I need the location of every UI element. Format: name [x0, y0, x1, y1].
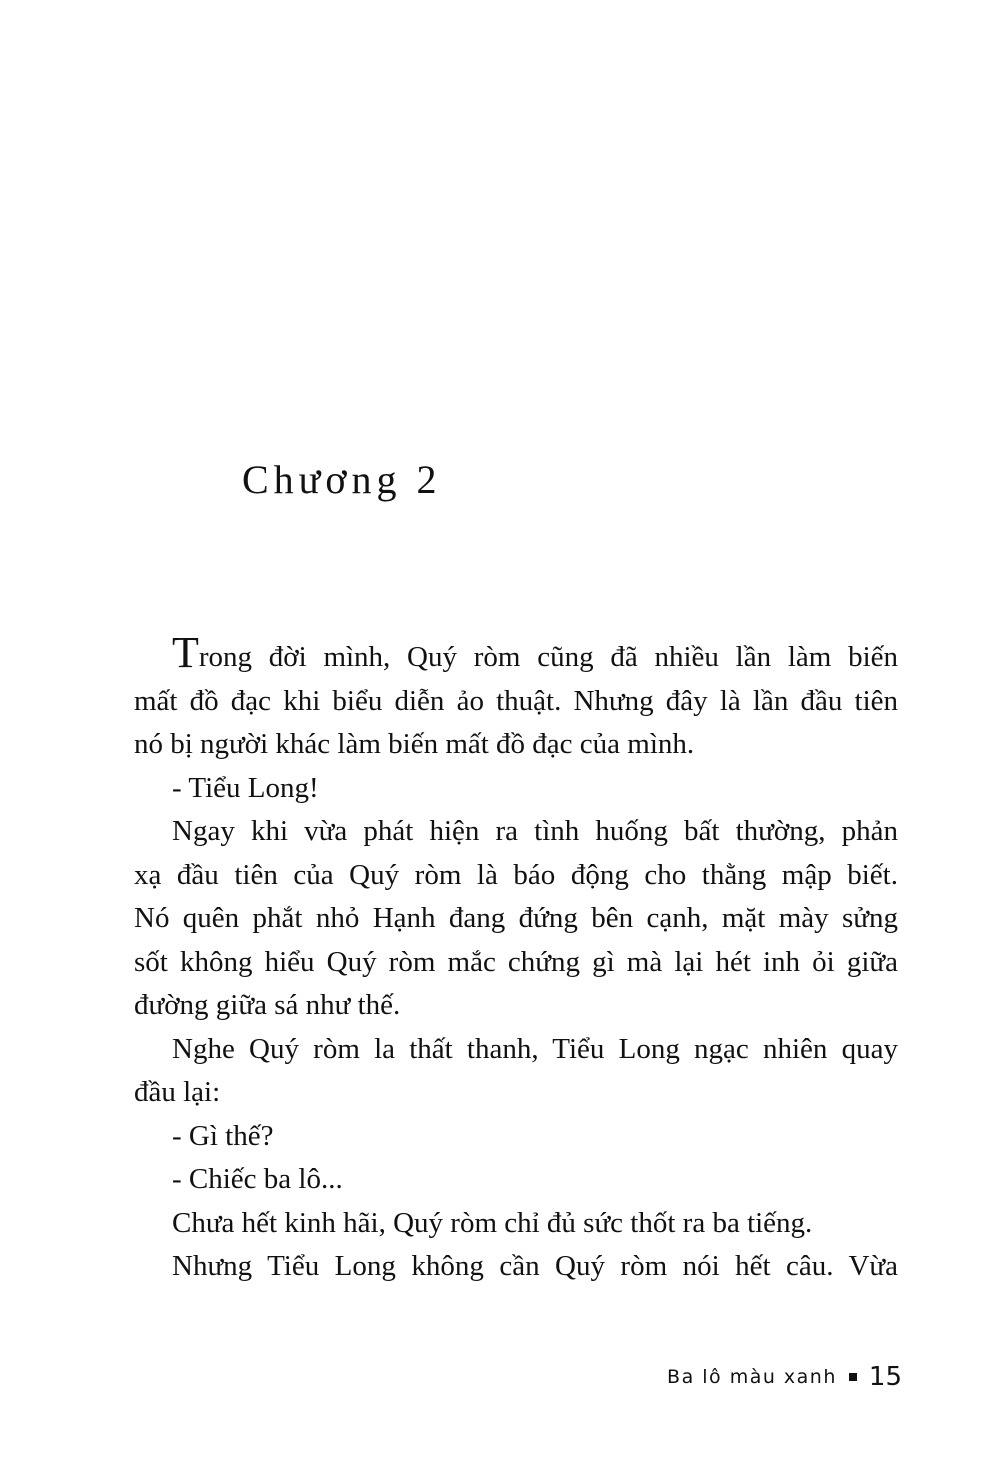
body-line-14: Chưa hết kinh hãi, Quý ròm chỉ đủ sức thốt ra ba tiếng.	[172, 1206, 813, 1239]
drop-cap: T	[172, 628, 199, 677]
square-bullet-icon	[849, 1373, 857, 1381]
body-line-10: Nghe Quý ròm la thất thanh, Tiểu Long ngạc nhiên quay	[172, 1032, 898, 1065]
body-line-text: rong đời mình, Quý ròm cũng đã nhiều lần làm biến	[198, 641, 898, 673]
running-title: Ba lô màu xanh	[667, 1366, 837, 1388]
body-line-13: - Chiếc ba lô...	[172, 1163, 343, 1195]
body-line-8: sốt không hiểu Quý ròm mắc chứng gì mà lại hét inh ỏi giữa	[134, 945, 898, 978]
chapter-body	[134, 628, 898, 1289]
body-line-9: đường giữa sá như thế.	[134, 989, 401, 1021]
body-line-12: - Gì thế?	[172, 1119, 274, 1152]
page-footer	[667, 1362, 902, 1392]
page-number: 15	[868, 1362, 902, 1392]
body-line-2: mất đồ đạc khi biểu diễn ảo thuật. Nhưng đây là lần đầu tiên	[134, 684, 898, 717]
chapter-title: Chương 2	[242, 457, 442, 502]
body-line-7: Nó quên phắt nhỏ Hạnh đang đứng bên cạnh, mặt mày sửng	[134, 902, 898, 934]
body-line-5: Ngay khi vừa phát hiện ra tình huống bất thường, phản	[172, 815, 898, 847]
body-line-4: - Tiểu Long!	[172, 771, 319, 804]
body-line-6: xạ đầu tiên của Quý ròm là báo động cho thằng mập biết.	[134, 858, 898, 891]
body-line-11: đầu lại:	[134, 1076, 221, 1108]
body-line-15: Nhưng Tiểu Long không cần Quý ròm nói hết câu. Vừa	[172, 1250, 898, 1282]
body-line-1	[134, 628, 898, 680]
body-line-3: nó bị người khác làm biến mất đồ đạc của mình.	[134, 728, 695, 760]
